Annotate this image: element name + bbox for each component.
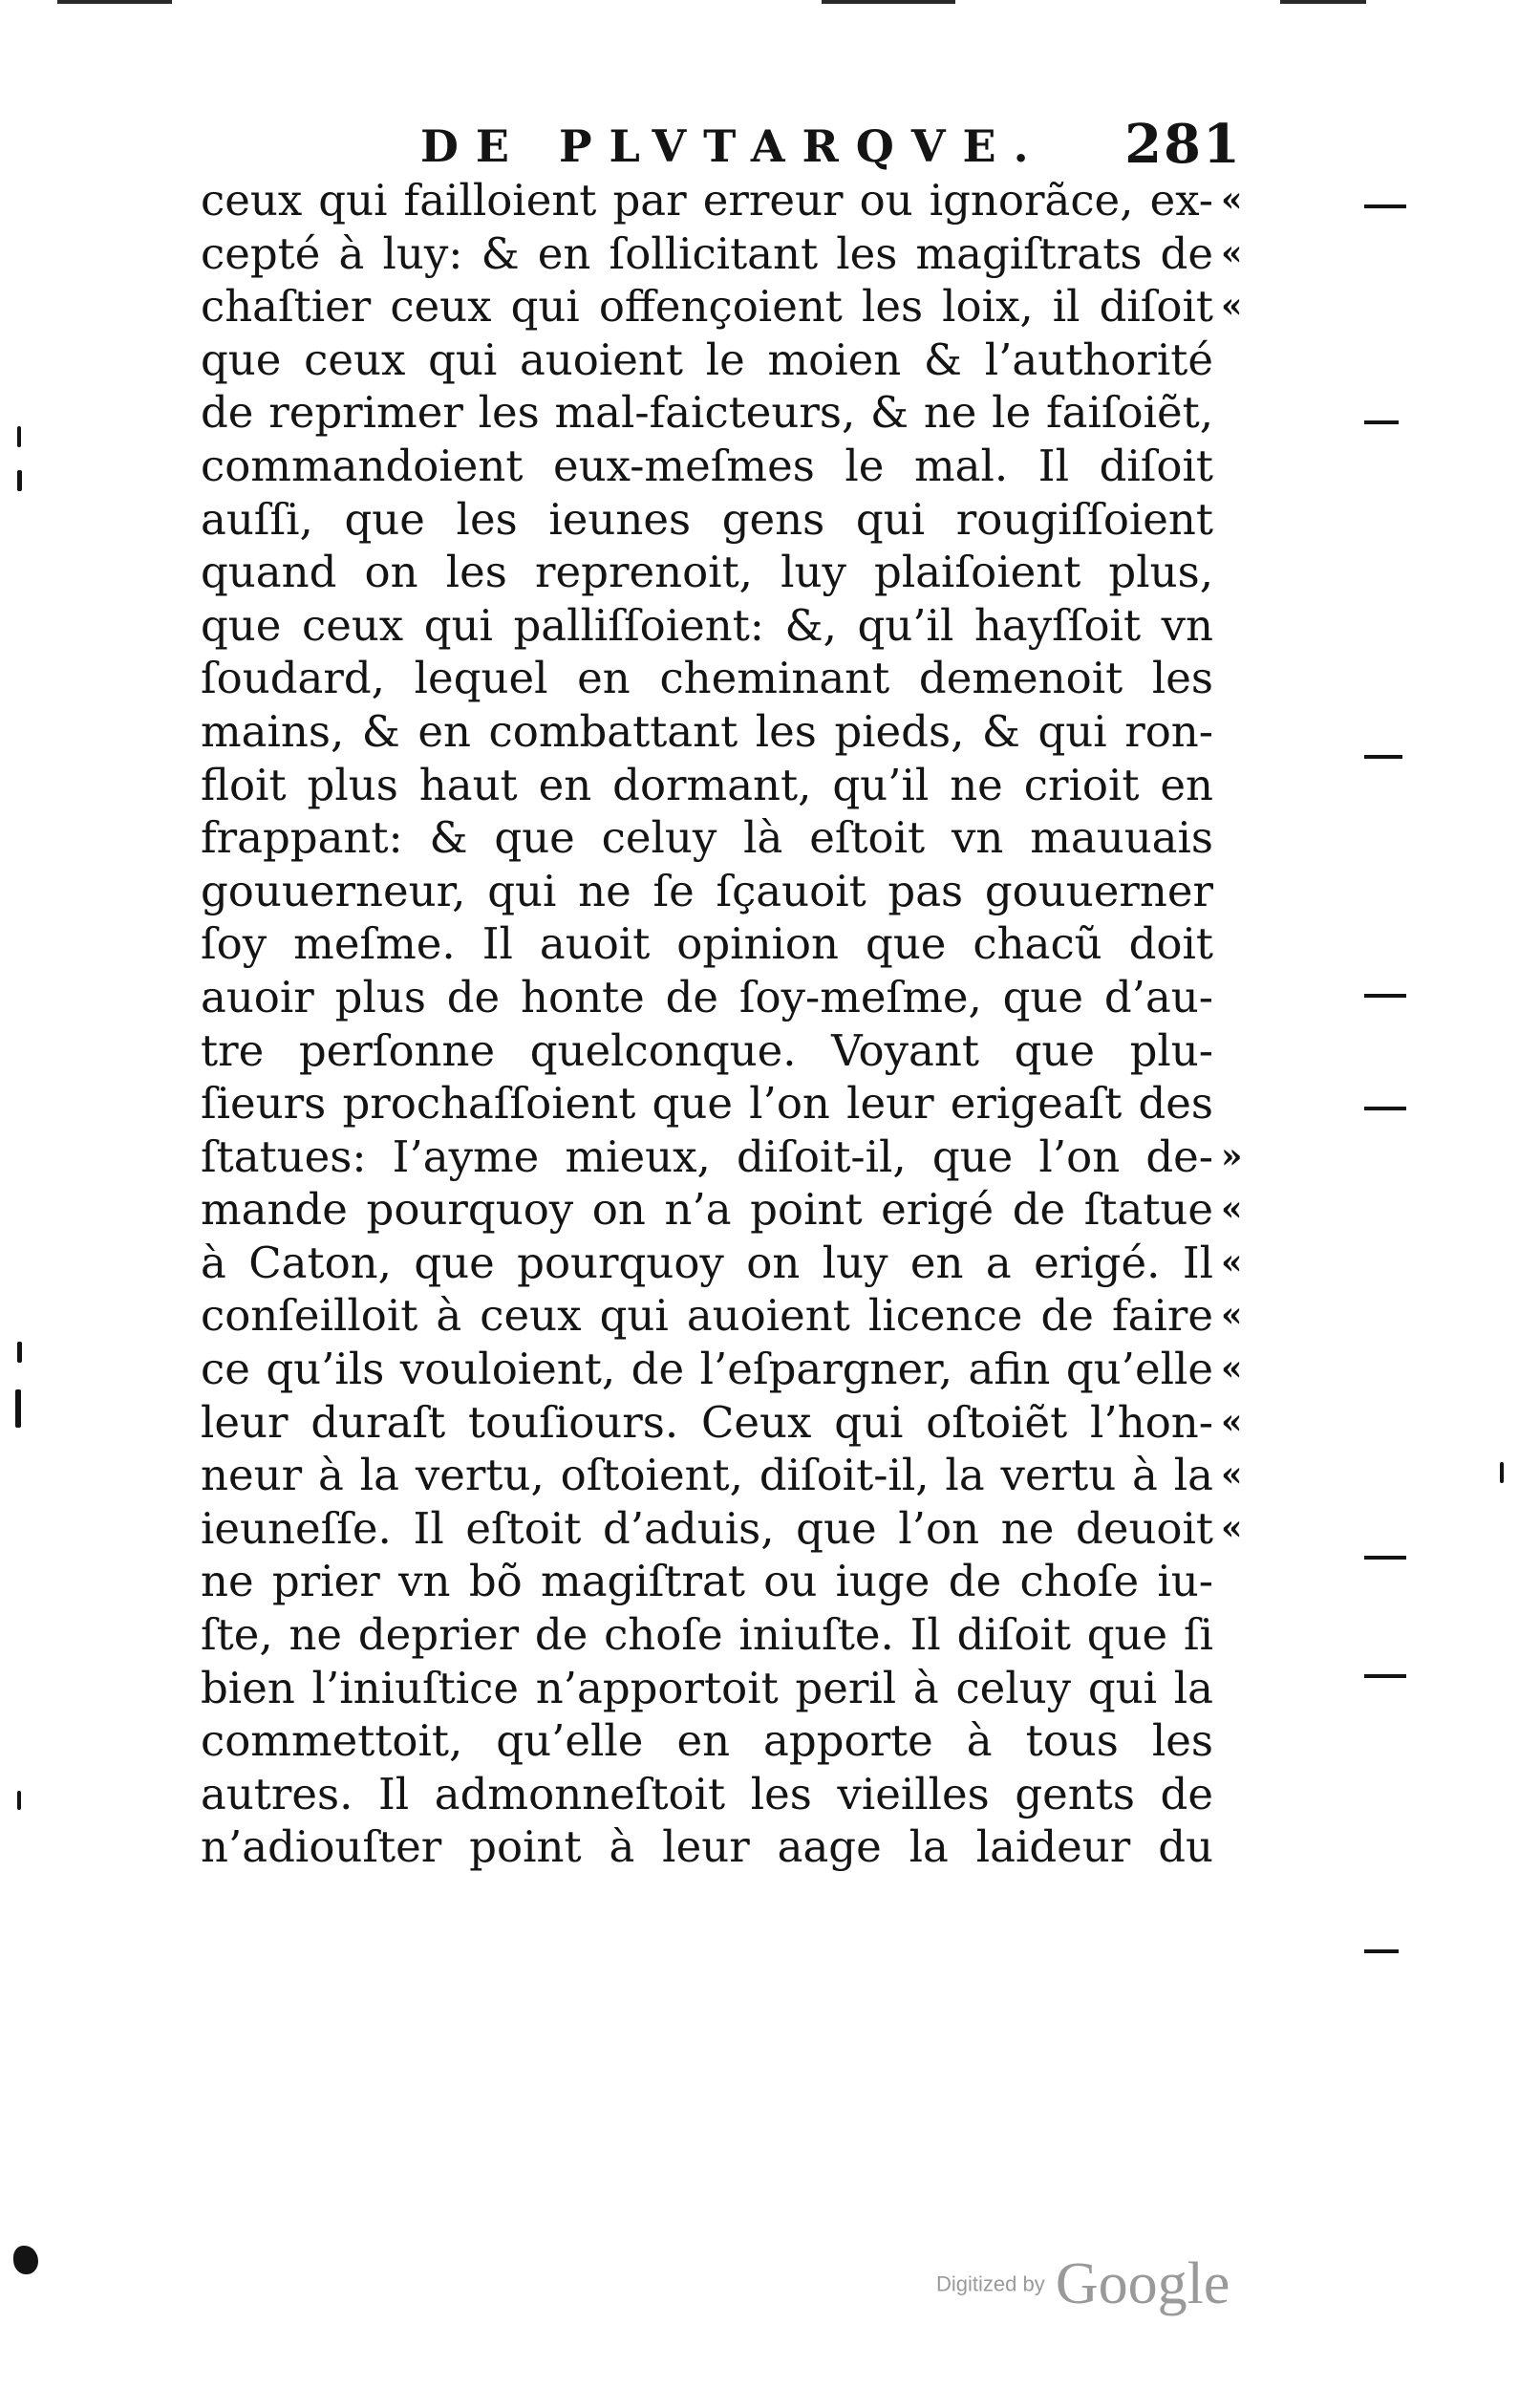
text-line xyxy=(201,1130,1271,1184)
line-text: commandoient eux-meſmes le mal. Il diſoit xyxy=(201,440,1213,491)
text-line xyxy=(201,705,1271,759)
marginal-quote-mark: « xyxy=(1221,1401,1243,1442)
line-text: ſte, ne deprier de choſe iniuſte. Il diſoit que ſi xyxy=(201,1609,1213,1661)
line-text: leur duraſt touſiours. Ceux qui oſtoiẽt l’hon- xyxy=(201,1396,1213,1448)
line-text: ſtatues: I’ayme mieux, diſoit-il, que l’on de- xyxy=(201,1130,1213,1182)
text-line xyxy=(201,1449,1271,1502)
marginal-quote-mark: « xyxy=(1221,1295,1243,1336)
text-line xyxy=(201,1768,1271,1821)
line-text: ſoy meſme. Il auoit opinion que chacũ doit xyxy=(201,918,1213,970)
line-text: tre perſonne quelconque. Voyant que plu- xyxy=(201,1024,1213,1076)
line-text: à Caton, que pourquoy on luy en a erigé. Il xyxy=(201,1237,1213,1288)
margin-dash xyxy=(1364,1556,1406,1560)
marginal-quote-mark: « xyxy=(1221,232,1243,273)
line-text: n’adiouſter point à leur aage la laideur du xyxy=(201,1821,1213,1873)
text-line xyxy=(201,917,1271,971)
running-head xyxy=(420,113,1242,180)
page-number: 281 xyxy=(1124,113,1242,176)
text-line xyxy=(201,971,1271,1024)
digitization-watermark xyxy=(936,2250,1230,2318)
running-title: DE PLVTARQVE. xyxy=(420,120,1046,172)
text-line xyxy=(201,1024,1271,1078)
margin-dash xyxy=(1364,420,1399,424)
text-line xyxy=(201,811,1271,865)
margin-dash xyxy=(1364,755,1402,759)
marginal-quote-mark: « xyxy=(1221,180,1243,220)
text-line xyxy=(201,1289,1271,1343)
marginal-quote-mark: « xyxy=(1221,1348,1243,1389)
line-text: autres. Il admonneſtoit les vieilles gents de xyxy=(201,1768,1213,1819)
marginal-quote-mark: « xyxy=(1221,1454,1243,1496)
margin-mark xyxy=(1500,1462,1504,1483)
line-text: ce qu’ils vouloient, de l’eſpargner, afin qu’elle xyxy=(201,1344,1213,1395)
margin-mark xyxy=(17,470,22,491)
text-line xyxy=(201,334,1271,387)
marginal-quote-mark: « xyxy=(1221,1507,1243,1548)
margin-dash xyxy=(1364,204,1406,208)
text-line xyxy=(201,546,1271,599)
text-line xyxy=(201,1662,1271,1715)
page-edge-mark xyxy=(57,0,172,4)
line-text: commettoit, qu’elle en apporte à tous les xyxy=(201,1715,1213,1767)
line-text: bien l’iniuſtice n’apportoit peril à celuy qui la xyxy=(201,1662,1213,1713)
text-line xyxy=(201,1820,1271,1874)
page-edge-mark xyxy=(822,0,955,4)
body-text xyxy=(201,174,1271,1874)
line-text: de reprimer les mal-faicteurs, & ne le faiſoiẽt, xyxy=(201,387,1213,439)
google-logo: Google xyxy=(1055,2251,1230,2316)
line-text: que ceux qui palliſſoient: &, qu’il hayſſoit vn xyxy=(201,599,1213,651)
margin-dash xyxy=(1364,994,1406,998)
text-line xyxy=(201,174,1271,227)
text-line xyxy=(201,1714,1271,1768)
line-text: ceux qui failloient par erreur ou ignorãce, ex- xyxy=(201,175,1213,226)
text-line xyxy=(201,1183,1271,1237)
text-line xyxy=(201,652,1271,705)
line-text: mande pourquoy on n’a point erigé de ſtatue xyxy=(201,1184,1213,1236)
line-text: auſſi, que les ieunes gens qui rougiſſoient xyxy=(201,493,1213,545)
text-line xyxy=(201,1608,1271,1662)
watermark-prefix: Digitized by xyxy=(936,2271,1045,2296)
line-text: quand on les reprenoit, luy plaiſoient plus, xyxy=(201,547,1213,598)
text-line xyxy=(201,440,1271,493)
text-line xyxy=(201,1237,1271,1290)
text-line xyxy=(201,1343,1271,1396)
text-line xyxy=(201,865,1271,918)
line-text: gouuerneur, qui ne ſe ſçauoit pas gouuerner xyxy=(201,865,1213,916)
text-line xyxy=(201,1555,1271,1608)
margin-dash xyxy=(1364,1949,1399,1953)
marginal-quote-mark: « xyxy=(1221,1241,1243,1282)
text-line xyxy=(201,280,1271,334)
text-line xyxy=(201,1396,1271,1450)
line-text: frappant: & que celuy là eſtoit vn mauuais xyxy=(201,812,1213,864)
page-edge-mark xyxy=(1280,0,1366,4)
line-text: floit plus haut en dormant, qu’il ne crioit en xyxy=(201,759,1213,810)
line-text: conſeilloit à ceux qui auoient licence de faire xyxy=(201,1290,1213,1342)
margin-mark xyxy=(17,426,21,447)
line-text: mains, & en combattant les pieds, & qui ron- xyxy=(201,705,1213,757)
text-line xyxy=(201,599,1271,653)
marginal-quote-mark: « xyxy=(1221,1189,1243,1230)
margin-dash xyxy=(1364,1674,1406,1678)
margin-mark xyxy=(17,1791,21,1810)
margin-mark xyxy=(17,1342,22,1363)
line-text: ſoudard, lequel en cheminant demenoit les xyxy=(201,653,1213,704)
line-text: ne prier vn bõ magiſtrat ou iuge de choſe iu- xyxy=(201,1556,1213,1607)
marginal-quote-mark: » xyxy=(1221,1135,1243,1176)
margin-mark xyxy=(15,1389,21,1428)
text-line xyxy=(201,1077,1271,1130)
text-line xyxy=(201,386,1271,440)
text-line xyxy=(201,493,1271,547)
ink-blot xyxy=(13,2246,38,2274)
text-line xyxy=(201,759,1271,812)
line-text: ſieurs prochaſſoient que l’on leur erigeaſt des xyxy=(201,1078,1213,1130)
line-text: chaſtier ceux qui offençoient les loix, il diſoit xyxy=(201,281,1213,333)
text-line xyxy=(201,1502,1271,1556)
text-line xyxy=(201,227,1271,281)
line-text: que ceux qui auoient le moien & l’authorité xyxy=(201,334,1213,385)
line-text: neur à la vertu, oſtoient, diſoit-il, la vertu à la xyxy=(201,1450,1213,1501)
margin-dash xyxy=(1364,1107,1406,1110)
line-text: cepté à luy: & en ſollicitant les magiſtrats de xyxy=(201,227,1213,279)
line-text: auoir plus de honte de ſoy-meſme, que d’au- xyxy=(201,971,1213,1022)
line-text: ieuneſſe. Il eſtoit d’aduis, que l’on ne deuoit xyxy=(201,1502,1213,1554)
marginal-quote-mark: « xyxy=(1221,286,1243,327)
